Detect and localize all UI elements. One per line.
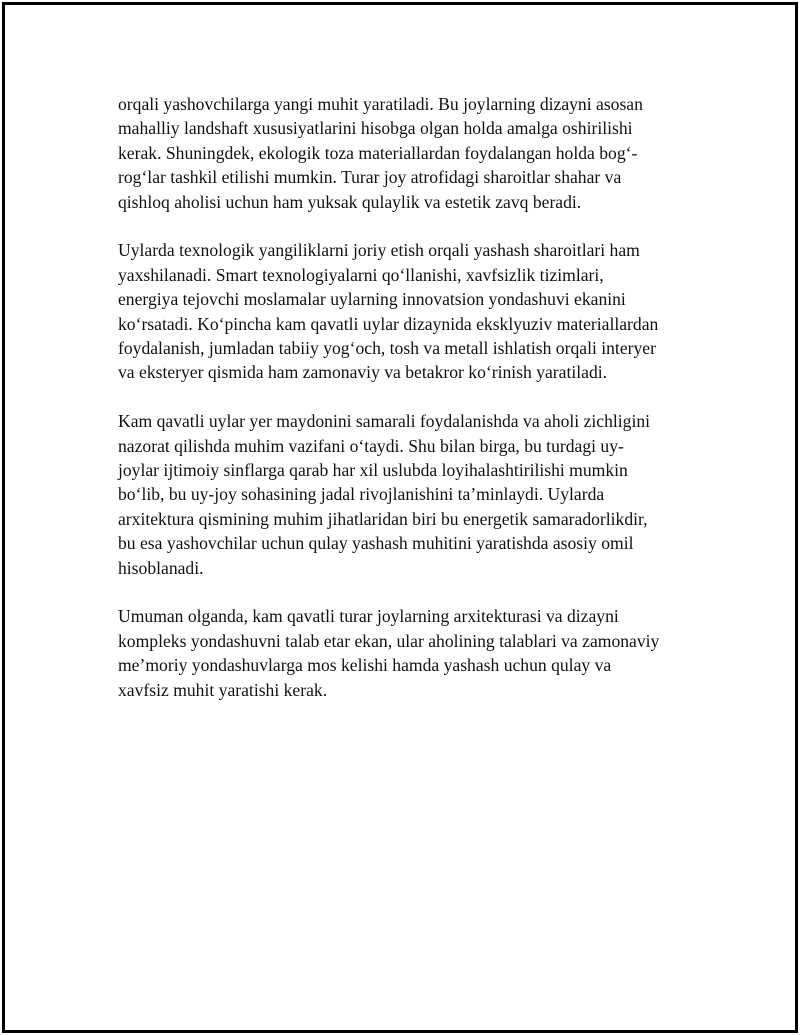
text-line: kompleks yondashuvni talab etar ekan, ular aholining talablari va zamonaviy bbox=[118, 630, 660, 651]
text-line: me’moriy yondashuvlarga mos kelishi hamda yashash uchun qulay va bbox=[118, 655, 612, 676]
paragraph-4 bbox=[118, 604, 698, 702]
text-line: qishloq aholisi uchun ham yuksak qulaylik va estetik zavq beradi. bbox=[118, 191, 582, 212]
text-line: rog‘lar tashkil etilishi mumkin. Turar joy atrofidagi sharoitlar shahar va bbox=[118, 167, 622, 188]
text-line: nazorat qilishda muhim vazifani o‘taydi. Shu bilan birga, bu turdagi uy- bbox=[118, 435, 624, 456]
text-line: yaxshilanadi. Smart texnologiyalarni qo‘llanishi, xavfsizlik tizimlari, bbox=[118, 264, 604, 285]
text-line: kerak. Shuningdek, ekologik toza materiallardan foydalangan holda bog‘- bbox=[118, 142, 638, 163]
paragraph-3 bbox=[118, 409, 698, 580]
text-line: bu esa yashovchilar uchun qulay yashash muhitini yaratishda asosiy omil bbox=[118, 533, 634, 554]
text-line: Uylarda texnologik yangiliklarni joriy etish orqali yashash sharoitlari ham bbox=[118, 240, 640, 261]
text-line: joylar ijtimoiy sinflarga qarab har xil uslubda loyihalashtirilishi mumkin bbox=[118, 460, 628, 481]
text-line: Kam qavatli uylar yer maydonini samarali foydalanishda va aholi zichligini bbox=[118, 411, 651, 432]
text-line: ko‘rsatadi. Ko‘pincha kam qavatli uylar dizaynida eksklyuziv materiallardan bbox=[118, 313, 659, 334]
paragraph-2 bbox=[118, 238, 698, 384]
text-line: mahalliy landshaft xususiyatlarini hisobga olgan holda amalga oshirilishi bbox=[118, 118, 633, 139]
text-line: Umuman olganda, kam qavatli turar joylarning arxitekturasi va dizayni bbox=[118, 606, 619, 627]
text-line: hisoblanadi. bbox=[118, 557, 204, 578]
text-line: foydalanish, jumladan tabiiy yog‘och, tosh va metall ishlatish orqali interyer bbox=[118, 338, 656, 359]
text-line: orqali yashovchilarga yangi muhit yaratiladi. Bu joylarning dizayni asosan bbox=[118, 94, 643, 114]
text-line: xavfsiz muhit yaratishi kerak. bbox=[118, 679, 328, 700]
paragraph-1 bbox=[118, 92, 698, 214]
text-line: va eksteryer qismida ham zamonaviy va betakror ko‘rinish yaratiladi. bbox=[118, 362, 608, 383]
text-line: arxitektura qismining muhim jihatlaridan biri bu energetik samaradorlikdir, bbox=[118, 508, 648, 529]
document-body bbox=[118, 92, 698, 727]
text-line: bo‘lib, bu uy-joy sohasining jadal rivojlanishini ta’minlaydi. Uylarda bbox=[118, 484, 605, 505]
text-line: energiya tejovchi moslamalar uylarning innovatsion yondashuvi ekanini bbox=[118, 289, 626, 310]
